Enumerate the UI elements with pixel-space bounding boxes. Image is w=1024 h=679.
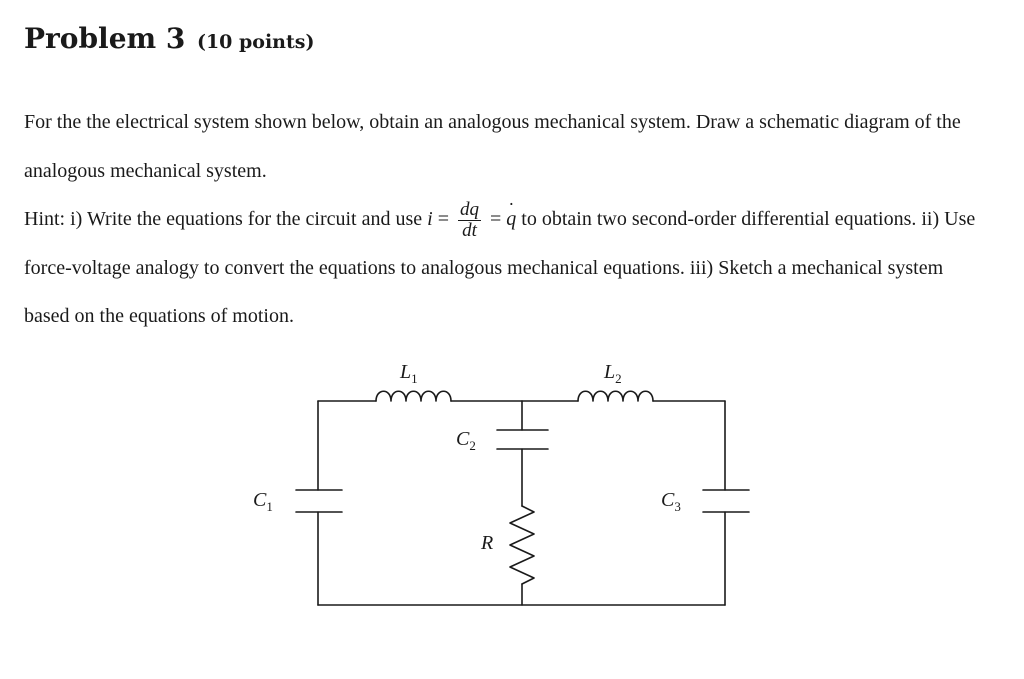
fraction-numerator: dq xyxy=(460,198,479,220)
problem-title: Problem 3 xyxy=(24,22,186,55)
equals-sign-2: = xyxy=(490,208,502,230)
inductor-l1-coil xyxy=(376,391,451,401)
label-c2: $C_2$ xyxy=(456,428,476,453)
fraction-denominator: dt xyxy=(462,219,477,241)
label-r: R xyxy=(481,532,494,554)
hint-suffix: to obtain two second-order differential equations. ii) Use force-voltage analogy to convert the equations to analogous mechanical equations. iii) Sketch a mechanical system based on the equations of motion. xyxy=(24,208,976,327)
resistor-r-zigzag xyxy=(510,506,534,584)
intro-sentence: For the the electrical system shown below, obtain an analogous mechanical system. Draw a schematic diagram of the analogous mechanical system. xyxy=(24,111,961,182)
equals-sign: = xyxy=(437,208,449,230)
q-dot-symbol: ˙ q xyxy=(506,195,516,244)
current-symbol: i xyxy=(427,208,433,230)
label-l2: $L_2$ xyxy=(604,361,622,386)
label-c3: $C_3$ xyxy=(661,489,681,514)
inductor-l2-coil xyxy=(578,391,653,401)
problem-points: (10 points) xyxy=(196,31,315,53)
label-c1: $C_1$ xyxy=(253,489,273,514)
hint-prefix: Hint: i) Write the equations for the circuit and use xyxy=(24,208,423,230)
label-l1: $L_1$ xyxy=(400,361,418,386)
